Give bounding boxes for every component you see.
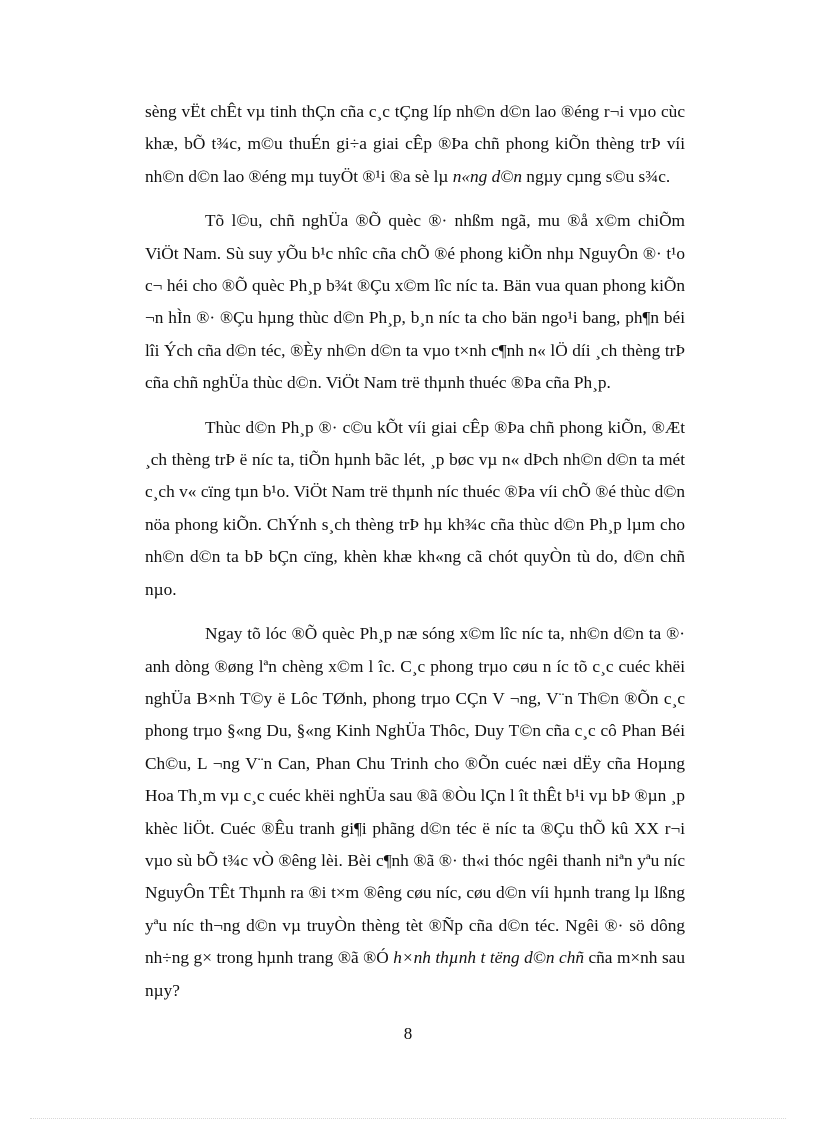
text-run: sèng vËt chÊt vµ tinh thÇn cña c¸c tÇng líp nh©n d©n lao ®éng r¬i vµo cùc khæ, bÕ t¾c, m©u thuÉn gi÷a giai cÊp ®Þa chñ phong kiÕn thèng trÞ víi nh©n d©n lao ®éng mµ tuyÖt ®¹i ®a sè lµ — [145, 102, 685, 186]
emphasis-text: h×nh thµnh t tëng d©n chñ — [393, 948, 584, 968]
paragraph-1 — [145, 96, 685, 193]
text-run: Tõ l©u, chñ nghÜa ®Õ quèc ®· nhßm ngã, mu ®å x©m chiÕm ViÖt Nam. Sù suy yÕu b¹c nhîc cña chÕ ®é phong kiÕn nhµ NguyÔn ®· t¹o c¬ héi cho ®Õ quèc Ph¸p b¾t ®Çu x©m lîc níc ta. Bän vua quan phong kiÕn ¬n hÌn ®· ®Çu hµng thùc d©n Ph¸p, b¸n níc ta cho bän ngo¹i bang, ph¶n béi lîi Ých cña d©n téc, ®Èy nh©n d©n ta vµo t×nh c¶nh n« lÖ díi ¸ch thèng trÞ cña chñ nghÜa thùc d©n. ViÖt Nam trë thµnh thuéc ®Þa cña Ph¸p. — [145, 211, 685, 393]
paragraph-2 — [145, 205, 685, 399]
text-run: cña m×nh sau nµy? — [145, 948, 685, 1000]
text-run: Ngay tõ lóc ®Õ quèc Ph¸p næ sóng x©m lîc níc ta, nh©n d©n ta ®· anh dòng ®øng lªn chèng x©m l îc. C¸c phong trµo cøu n íc tõ c¸c cuéc khëi nghÜa B×nh T©y ë Lôc TØnh, phong trµo CÇn V ¬ng, V¨n Th©n ®Õn c¸c phong trµo §«ng Du, §«ng Kinh NghÜa Thôc, Duy T©n cña c¸c cô Phan Béi Ch©u, L ¬ng V¨n Can, Phan Chu Trinh cho ®Õn cuéc næi dËy cña Hoµng Hoa Th¸m vµ c¸c cuéc khëi nghÜa sau ®ã ®Òu lÇn l ît thÊt b¹i vµ bÞ ®µn ¸p khèc liÖt. Cuéc ®Êu tranh gi¶i phãng d©n téc ë níc ta ®Çu thÕ kû XX r¬i vµo sù bÕ t¾c vÒ ®êng lèi. Bèi c¶nh ®ã ®· th«i thóc ngêi thanh niªn yªu níc NguyÔn TÊt Thµnh ra ®i t×m ®êng cøu níc, cøu d©n víi hµnh trang lµ lßng yªu níc th¬ng d©n vµ truyÒn thèng tèt ®Ñp cña d©n téc. Ngêi ®· sö dông nh÷ng g× trong hµnh trang ®ã ®Ó — [145, 624, 685, 968]
text-run: Thùc d©n Ph¸p ®· c©u kÕt víi giai cÊp ®Þa chñ phong kiÕn, ®Æt ¸ch thèng trÞ ë níc ta, tiÕn hµnh bãc lét, ¸p bøc vµ n« dÞch nh©n d©n ta mét c¸ch v« cïng tµn b¹o. ViÖt Nam trë thµnh níc thuéc ®Þa víi chÕ ®é thùc d©n nöa phong kiÕn. ChÝnh s¸ch thèng trÞ hµ kh¾c cña thùc d©n Ph¸p lµm cho nh©n d©n ta bÞ bÇn cïng, khèn khæ kh«ng cã chót quyÒn tù do, d©n chñ nµo. — [145, 417, 685, 599]
paragraph-3 — [145, 412, 685, 606]
footer-divider — [30, 1118, 786, 1119]
body-text — [145, 96, 685, 1019]
text-run: ngµy cµng s©u s¾c. — [521, 166, 671, 186]
emphasis-text: n«ng d©n — [452, 166, 522, 186]
page-number: 8 — [403, 1024, 413, 1043]
paragraph-4 — [145, 618, 685, 1007]
